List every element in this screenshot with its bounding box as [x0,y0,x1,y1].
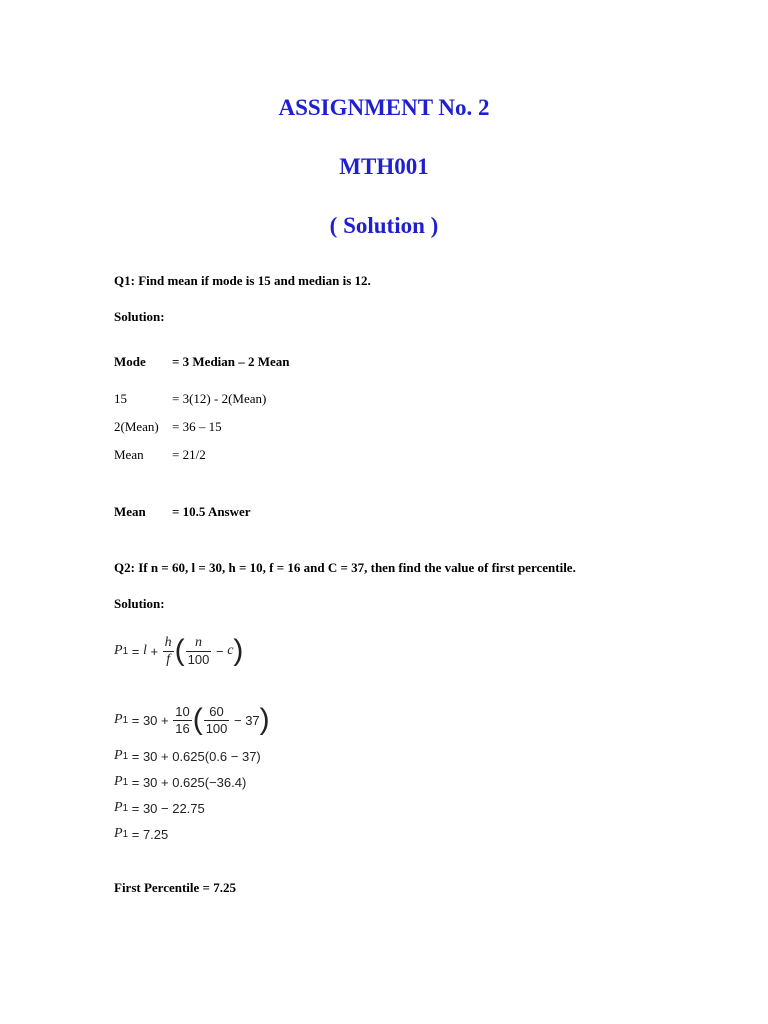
q1-step [114,419,222,435]
sub-h-over-f [173,704,191,737]
percentile-formula [114,631,243,671]
q1-answer [114,504,251,520]
q1-answer-lhs: Mean [114,504,146,519]
calc-steps [114,743,261,847]
sub-n-over-100 [204,704,230,737]
step-p: P [114,800,123,815]
step-text: = 30 + 0.625(0.6 − 37) [128,748,261,764]
sub-p-subscript: 1 [122,714,129,726]
step-p: P [114,774,123,789]
q1-formula-lhs: Mode [114,354,146,369]
q1-step-lhs: 2(Mean) [114,419,159,434]
q1-step-lhs: Mean [114,447,144,462]
q1-formula-rhs: = 3 Median – 2 Mean [172,354,290,369]
formula-n-over-100 [186,635,212,668]
solution-heading: ( Solution ) [329,213,439,238]
q1-question: Q1: Find mean if mode is 15 and median is 12. [114,273,371,288]
q1-answer-rhs: = 10.5 Answer [172,504,251,519]
formula-p-subscript: 1 [122,645,129,657]
calc-step [114,769,261,795]
q2-question: Q2: If n = 60, l = 30, h = 10, f = 16 and C = 37, then find the value of first percentile. [114,560,576,575]
sub-p: P [114,712,123,727]
q1-step-rhs: = 21/2 [172,447,206,462]
right-paren: ) [259,703,270,736]
sub-prefix: = 30 + [128,712,173,728]
calc-step [114,795,261,821]
q1-formula [114,354,290,370]
sub-suffix: − 37 [230,712,260,728]
step-text: = 30 + 0.625(−36.4) [128,774,247,790]
sub-n-value: 60 [204,704,230,721]
formula-f: f [166,651,171,667]
formula-plus: + [146,643,162,659]
sub-f-value: 16 [175,720,190,736]
q1-step [114,391,266,407]
left-paren: ( [192,703,203,736]
formula-equals: = [128,643,143,659]
formula-p: P [114,643,123,658]
step-p-subscript: 1 [122,828,129,840]
q2-solution-label: Solution: [114,596,165,611]
step-p-subscript: 1 [122,750,129,762]
q1-step [114,447,206,463]
assignment-title: ASSIGNMENT No. 2 [278,95,490,120]
step-text: = 30 − 22.75 [128,800,205,816]
course-code: MTH001 [339,154,429,179]
formula-h-over-f [163,635,174,668]
q1-step-rhs: = 3(12) - 2(Mean) [172,391,267,406]
step-p: P [114,748,123,763]
step-p-subscript: 1 [122,802,129,814]
q1-step-rhs: = 36 – 15 [172,419,222,434]
right-paren: ) [233,634,244,667]
formula-n: n [186,635,212,652]
sub-hundred: 100 [205,720,228,736]
calc-step [114,821,261,847]
step-p: P [114,826,123,841]
formula-hundred: 100 [187,651,210,667]
formula-h: h [164,634,172,650]
formula-minus: − [212,643,228,659]
formula-l: l [142,643,147,658]
step-p-subscript: 1 [122,776,129,788]
calc-step [114,743,261,769]
q1-step-lhs: 15 [114,391,127,406]
sub-h-value: 10 [175,703,190,719]
formula-c: c [227,643,234,658]
left-paren: ( [174,634,185,667]
q1-solution-label: Solution: [114,309,165,324]
q2-answer: First Percentile = 7.25 [114,880,236,895]
percentile-substitution [114,700,270,740]
step-text: = 7.25 [128,826,169,842]
